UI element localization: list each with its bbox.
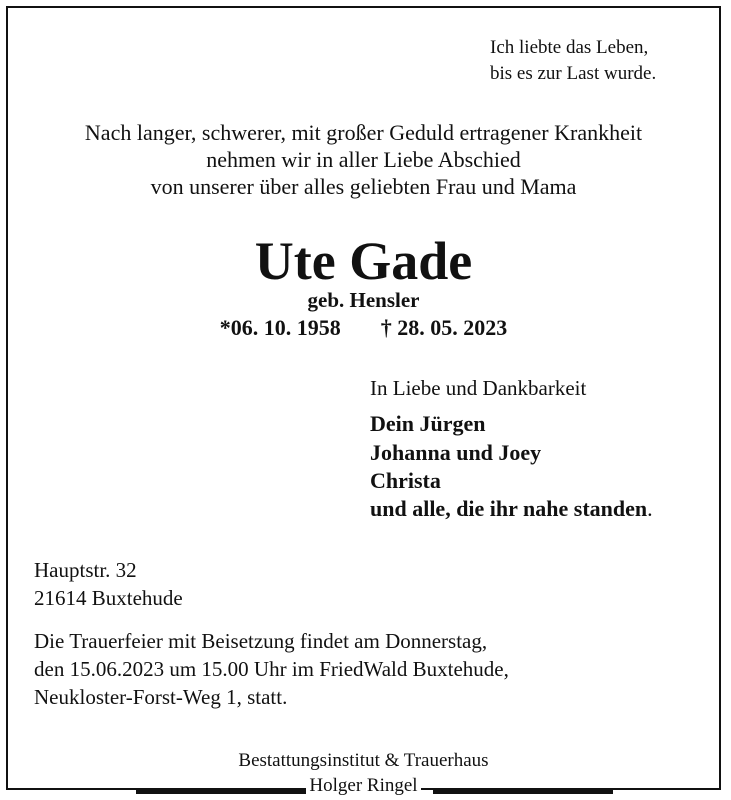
undertaker-line-1: Bestattungsinstitut & Trauerhaus xyxy=(238,750,489,771)
mourner-name: und alle, die ihr nahe standen xyxy=(370,496,648,521)
undertaker-name-wrap xyxy=(8,776,719,795)
address-city: 21614 Buxtehude xyxy=(34,586,183,610)
intro-line-3: von unserer über alles geliebten Frau und Mama xyxy=(150,174,577,199)
intro-line-1: Nach langer, schwerer, mit großer Geduld ertragener Krankheit xyxy=(84,120,643,145)
service-line-2: den 15.06.2023 um 15.00 Uhr im FriedWald Buxtehude, xyxy=(34,657,509,681)
mourner-name-last xyxy=(370,498,653,520)
undertaker-line-2: Holger Ringel xyxy=(306,775,420,796)
maiden-name: geb. Hensler xyxy=(307,288,420,312)
deceased-name: Ute Gade xyxy=(254,231,473,291)
thanks-line: In Liebe und Dankbarkeit xyxy=(370,376,587,400)
address-street: Hauptstr. 32 xyxy=(34,558,137,582)
mourner-name: Christa xyxy=(370,468,441,493)
intro-line-2: nehmen wir in aller Liebe Abschied xyxy=(206,147,521,172)
death-date: † 28. 05. 2023 xyxy=(380,315,508,340)
service-line-3: Neukloster-Forst-Weg 1, statt. xyxy=(34,685,288,709)
service-line-1: Die Trauerfeier mit Beisetzung findet am Donnerstag, xyxy=(34,629,488,653)
mourner-name: Dein Jürgen xyxy=(370,411,486,436)
quote-line-2: bis es zur Last wurde. xyxy=(490,63,657,84)
final-period: . xyxy=(647,496,653,521)
birth-date: *06. 10. 1958 xyxy=(219,315,341,340)
mourner-name: Johanna und Joey xyxy=(370,440,542,465)
life-dates xyxy=(8,317,719,339)
quote-line-1: Ich liebte das Leben, xyxy=(490,37,649,58)
obituary-notice xyxy=(6,6,721,796)
